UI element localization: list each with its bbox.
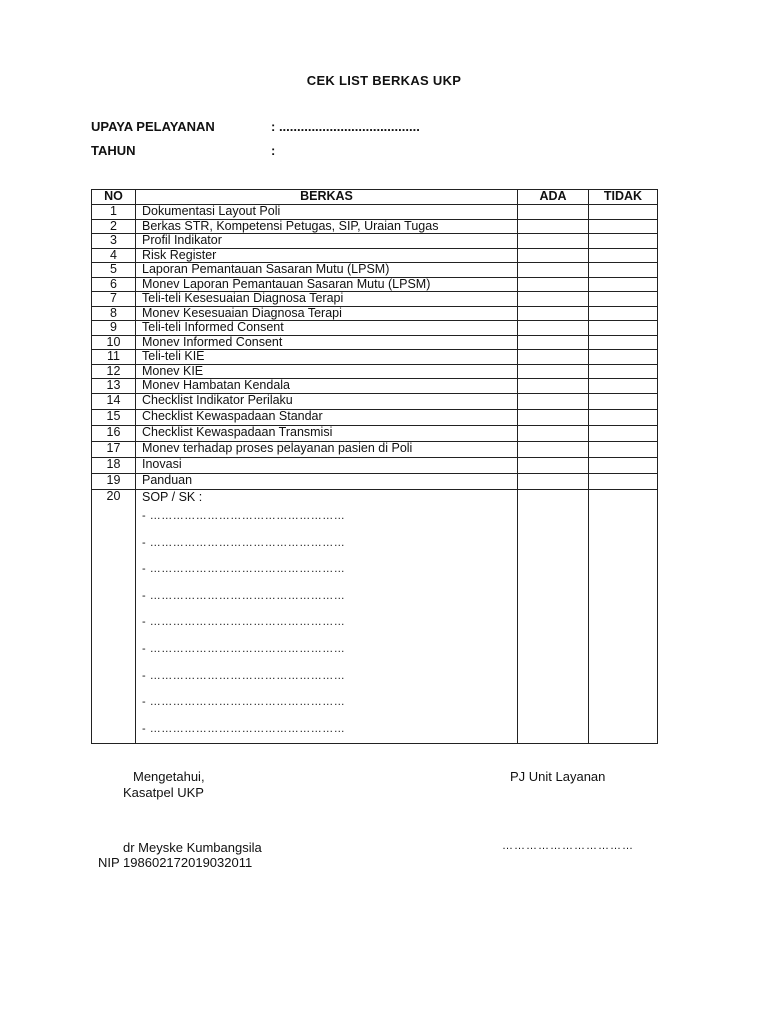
sop-item: [142, 716, 511, 743]
sop-item-dots: - ……………………………………………: [142, 669, 346, 682]
row-ada-cell[interactable]: [518, 306, 589, 321]
row-tidak-cell[interactable]: [589, 306, 658, 321]
page-title: CEK LIST BERKAS UKP: [306, 73, 462, 88]
row-tidak-cell[interactable]: [589, 425, 658, 441]
row-number: 16: [92, 425, 136, 441]
row-tidak-cell[interactable]: [589, 234, 658, 249]
sop-label: SOP / SK :: [142, 489, 203, 504]
signature-left-caption: Mengetahui,: [133, 769, 205, 784]
row-number: 1: [92, 205, 136, 220]
table-row: [92, 263, 658, 278]
sop-item-dots: - ……………………………………………: [142, 696, 346, 709]
row-tidak-cell[interactable]: [589, 393, 658, 409]
row-berkas: Profil Indikator: [136, 234, 518, 249]
signature-left-name: dr Meyske Kumbangsila: [123, 840, 262, 855]
row-number: 2: [92, 219, 136, 234]
row-tidak-cell[interactable]: [589, 321, 658, 336]
row-berkas: Monev KIE: [136, 364, 518, 379]
row-ada-cell[interactable]: [518, 457, 589, 473]
row-number: 17: [92, 441, 136, 457]
row-number: 15: [92, 409, 136, 425]
table-row: [92, 425, 658, 441]
row-tidak-cell[interactable]: [589, 248, 658, 263]
row-tidak-cell[interactable]: [589, 219, 658, 234]
field-upaya-pelayanan: [91, 119, 420, 134]
row-ada-cell[interactable]: [518, 205, 589, 220]
signature-left-nip: NIP 198602172019032011: [98, 855, 253, 870]
row-ada-cell[interactable]: [518, 364, 589, 379]
sop-item-dots: - ……………………………………………: [142, 589, 346, 602]
row-ada-cell[interactable]: [518, 409, 589, 425]
row-berkas: Checklist Kewaspadaan Standar: [136, 409, 518, 425]
row-number: 6: [92, 277, 136, 292]
sop-item-dots: - ……………………………………………: [142, 510, 346, 523]
header-berkas: BERKAS: [136, 190, 518, 205]
row-tidak-cell[interactable]: [589, 335, 658, 350]
header-ada: ADA: [518, 190, 589, 205]
sop-item: [142, 557, 511, 584]
row-tidak-cell[interactable]: [589, 441, 658, 457]
table-row: [92, 205, 658, 220]
sop-item-dots: - ……………………………………………: [142, 563, 346, 576]
sop-item: [142, 583, 511, 610]
row-number: 12: [92, 364, 136, 379]
row-tidak-cell[interactable]: [589, 364, 658, 379]
sop-item-dots: - ……………………………………………: [142, 722, 346, 735]
row-ada-cell[interactable]: [518, 441, 589, 457]
row-berkas: Checklist Indikator Perilaku: [136, 393, 518, 409]
row-ada-cell[interactable]: [518, 393, 589, 409]
row-berkas: Laporan Pemantauan Sasaran Mutu (LPSM): [136, 263, 518, 278]
row-tidak-cell[interactable]: [589, 350, 658, 365]
row-berkas: Monev terhadap proses pelayanan pasien di Poli: [136, 441, 518, 457]
table-row: [92, 409, 658, 425]
row-tidak-cell[interactable]: [589, 263, 658, 278]
field-label: TAHUN: [91, 143, 136, 158]
row-number: 9: [92, 321, 136, 336]
row-ada-cell[interactable]: [518, 321, 589, 336]
row-tidak-cell[interactable]: [589, 292, 658, 307]
row-ada-cell[interactable]: [518, 489, 589, 743]
row-berkas-sop: [136, 489, 518, 743]
row-number: 3: [92, 234, 136, 249]
row-berkas: Teli-teli Kesesuaian Diagnosa Terapi: [136, 292, 518, 307]
table-row: [92, 277, 658, 292]
header-no: NO: [92, 190, 136, 205]
row-berkas: Dokumentasi Layout Poli: [136, 205, 518, 220]
table-row: [92, 364, 658, 379]
row-number: 4: [92, 248, 136, 263]
table-row: [92, 393, 658, 409]
sop-item: [142, 663, 511, 690]
sop-item: [142, 530, 511, 557]
table-row: [92, 335, 658, 350]
field-tahun: [91, 143, 275, 158]
row-berkas: Teli-teli KIE: [136, 350, 518, 365]
row-berkas: Monev Laporan Pemantauan Sasaran Mutu (LPSM): [136, 277, 518, 292]
row-ada-cell[interactable]: [518, 263, 589, 278]
row-berkas: Monev Informed Consent: [136, 335, 518, 350]
field-value: :: [271, 143, 276, 158]
row-number: 13: [92, 379, 136, 394]
row-berkas: Risk Register: [136, 248, 518, 263]
row-tidak-cell[interactable]: [589, 277, 658, 292]
signature-right-role: PJ Unit Layanan: [510, 769, 606, 784]
row-number: 8: [92, 306, 136, 321]
row-ada-cell[interactable]: [518, 473, 589, 489]
row-number: 14: [92, 393, 136, 409]
row-tidak-cell[interactable]: [589, 457, 658, 473]
sop-item: [142, 610, 511, 637]
sop-item: [142, 504, 511, 531]
table-row: [92, 457, 658, 473]
table-row: [92, 248, 658, 263]
row-number: 7: [92, 292, 136, 307]
row-ada-cell[interactable]: [518, 277, 589, 292]
row-ada-cell[interactable]: [518, 248, 589, 263]
row-ada-cell[interactable]: [518, 335, 589, 350]
table-row: [92, 441, 658, 457]
sop-item-dots: - ……………………………………………: [142, 616, 346, 629]
sop-item: [142, 690, 511, 717]
row-berkas: Monev Hambatan Kendala: [136, 379, 518, 394]
table-row: [92, 306, 658, 321]
table-row: [92, 234, 658, 249]
checklist-table: [91, 189, 658, 744]
row-berkas: Panduan: [136, 473, 518, 489]
table-row: [92, 473, 658, 489]
table-row: [92, 379, 658, 394]
row-ada-cell[interactable]: [518, 292, 589, 307]
row-tidak-cell[interactable]: [589, 205, 658, 220]
signature-left-role: Kasatpel UKP: [123, 785, 204, 800]
sop-item-dots: - ……………………………………………: [142, 643, 346, 656]
row-berkas: Inovasi: [136, 457, 518, 473]
sop-item: [142, 636, 511, 663]
sop-item-dots: - ……………………………………………: [142, 536, 346, 549]
row-ada-cell[interactable]: [518, 425, 589, 441]
table-row: [92, 350, 658, 365]
row-berkas: Berkas STR, Kompetensi Petugas, SIP, Uraian Tugas: [136, 219, 518, 234]
field-label: UPAYA PELAYANAN: [91, 119, 215, 134]
row-tidak-cell[interactable]: [589, 473, 658, 489]
table-row: [92, 219, 658, 234]
row-number: 5: [92, 263, 136, 278]
row-tidak-cell[interactable]: [589, 379, 658, 394]
row-berkas: Monev Kesesuaian Diagnosa Terapi: [136, 306, 518, 321]
row-berkas: Teli-teli Informed Consent: [136, 321, 518, 336]
row-number: 19: [92, 473, 136, 489]
row-number: 20: [92, 489, 136, 743]
row-number: 11: [92, 350, 136, 365]
row-tidak-cell[interactable]: [589, 409, 658, 425]
row-ada-cell[interactable]: [518, 350, 589, 365]
row-number: 18: [92, 457, 136, 473]
field-value: : .......................................: [271, 119, 420, 134]
table-header-row: [92, 190, 658, 205]
signature-right-name: ……………………………: [502, 840, 634, 852]
header-tidak: TIDAK: [589, 190, 658, 205]
row-number: 10: [92, 335, 136, 350]
row-berkas: Checklist Kewaspadaan Transmisi: [136, 425, 518, 441]
row-tidak-cell[interactable]: [589, 489, 658, 743]
row-ada-cell[interactable]: [518, 219, 589, 234]
row-ada-cell[interactable]: [518, 234, 589, 249]
table-row: [92, 321, 658, 336]
table-row-sop: [92, 489, 658, 743]
table-row: [92, 292, 658, 307]
row-ada-cell[interactable]: [518, 379, 589, 394]
